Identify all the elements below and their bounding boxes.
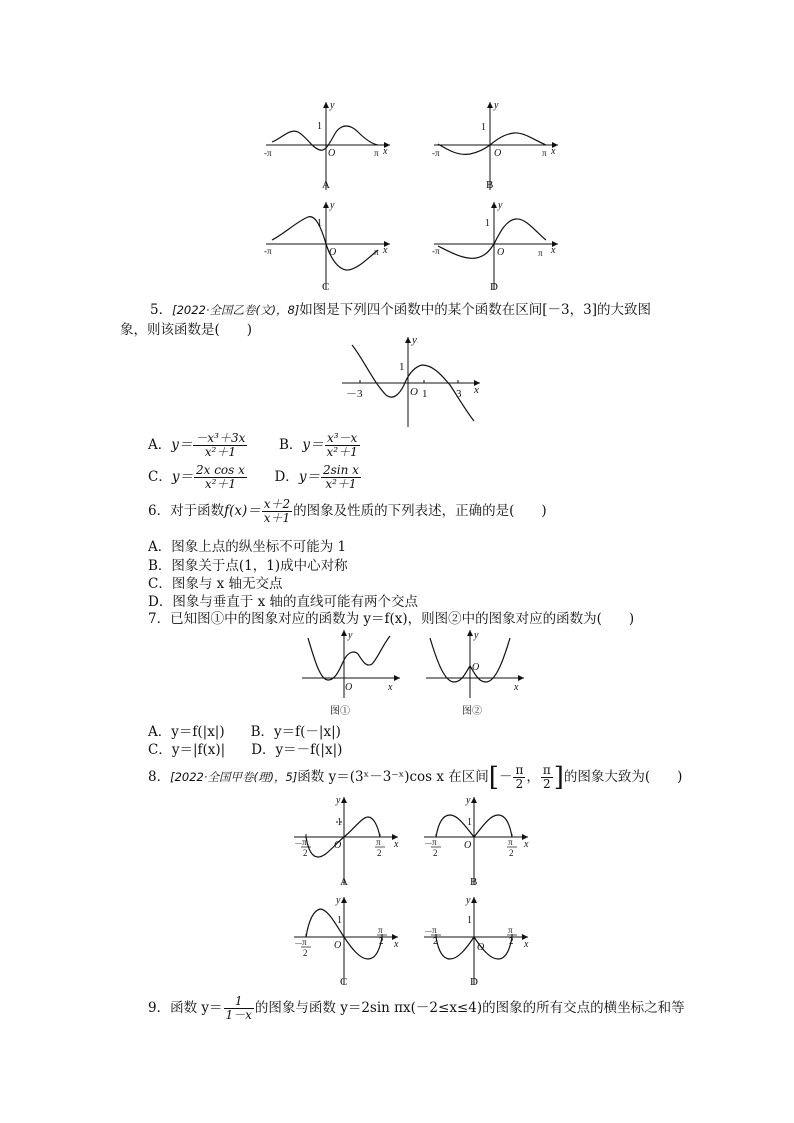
- q5-opt-d-label: D．: [274, 469, 299, 485]
- q8-c-label: C: [340, 976, 348, 988]
- q4-c-negpi: -π: [264, 246, 272, 256]
- q7-fig2-origin: O: [472, 662, 480, 673]
- q8-c-x: x: [394, 939, 399, 950]
- q6-option-b: B．图象关于点(1，1)成中心对称: [148, 558, 348, 574]
- q7-fig1-y: y: [348, 630, 353, 641]
- q8-d-two: 2: [433, 936, 438, 946]
- q8-c-y: y: [336, 895, 341, 906]
- q5-opt-a-frac: $\frac{\text{－x³＋3x}}{\text{x²＋1}}$: [195, 431, 246, 459]
- q7-fig1-origin: O: [345, 682, 353, 693]
- q8-int-sep: ，: [526, 769, 540, 785]
- q4-d-y: y: [498, 200, 503, 211]
- q8-c-two: 2: [303, 948, 308, 958]
- q8-d-origin: O: [477, 942, 485, 953]
- q6-number: 6．: [148, 503, 171, 519]
- q5-text-line2: 象，则该函数是( ): [120, 322, 253, 338]
- q5-opt-a-label: A．: [148, 437, 172, 453]
- q5-t3: 3: [456, 388, 462, 400]
- q5-t1: 1: [422, 388, 428, 400]
- q8-d-mpi: π: [432, 925, 437, 935]
- q4-graph-c: [262, 200, 392, 295]
- q4-d-origin: O: [497, 247, 505, 258]
- q8-number: 8．: [148, 769, 171, 785]
- q8-graph-b: [422, 795, 532, 890]
- q8-neg: －: [498, 769, 513, 785]
- q8-b-label: B: [470, 876, 478, 888]
- q4-a-pi: π: [374, 148, 379, 158]
- q5-opt-d-frac: $\frac{\text{2sin x}}{\text{x²＋1}}$: [322, 463, 359, 491]
- q4-c-curve: [272, 217, 378, 270]
- q5-opt-b-label: B．: [278, 437, 303, 453]
- q5-opt-b-frac: $\frac{\text{x³－x}}{\text{x²＋1}}$: [326, 431, 358, 459]
- q8-a-mpi: π: [302, 837, 307, 847]
- q8-right-bracket: ]: [553, 762, 564, 793]
- q5-options-row2: [148, 464, 362, 491]
- q6-option-d: D．图象与垂直于 x 轴的直线可能有两个交点: [148, 594, 419, 610]
- q5-opt-d-lhs: y＝: [298, 469, 320, 485]
- q8-d-x: x: [524, 939, 529, 950]
- q9-post: 的图象与函数 y＝2sin πx(－2≤x≤4)的图象的所有交点的横坐标之和等: [254, 1000, 685, 1016]
- q8-d-two2: 2: [509, 936, 514, 946]
- q8-graph-c: [292, 895, 402, 990]
- q5-number: 5．: [150, 302, 173, 318]
- q8-d-y: y: [466, 895, 471, 906]
- q4-a-label: A: [322, 179, 330, 191]
- q8-a-neg: －: [294, 839, 304, 849]
- q4-b-pi: π: [542, 148, 547, 158]
- q4-a-curve: [272, 126, 378, 150]
- q4-a-negpi: -π: [264, 148, 272, 158]
- q7-opt-a: A．y＝f(|x|): [148, 724, 225, 740]
- q4-graph-a: [262, 100, 392, 195]
- q4-d-curve: [438, 219, 546, 258]
- q4-b-one: 1: [481, 122, 486, 133]
- q7-fig2-caption: 图②: [462, 706, 482, 717]
- q8-b-origin: O: [464, 840, 472, 851]
- q4-b-negpi: -π: [432, 148, 440, 158]
- q7-text: 已知图①中的图象对应的函数为 y＝f(x)，则图②中的图象对应的函数为( ): [170, 611, 635, 627]
- q9-pre: 函数 y＝: [170, 1000, 223, 1016]
- q7-options-row2: [148, 738, 342, 758]
- q7-stem: [148, 607, 634, 627]
- q6-fx: f(x)＝: [224, 503, 261, 519]
- q5-opt-c-frac: $\frac{\text{2x cos x}}{\text{x²＋1}}$: [195, 463, 245, 491]
- q8-d-neg: －: [424, 927, 434, 937]
- q4-d-pi: π: [538, 248, 543, 258]
- q8-stem: [148, 764, 682, 791]
- q4-a-y: y: [330, 100, 335, 111]
- q8-d-mpi2: π: [508, 925, 513, 935]
- q8-graph-d: [422, 895, 532, 990]
- q4-c-pi: π: [374, 247, 379, 257]
- q4-d-one: 1: [485, 218, 490, 229]
- q4-b-x: x: [551, 146, 556, 157]
- q7-fig2: [424, 628, 529, 718]
- q5-text-line1: [150, 298, 651, 318]
- q7-fig1-curve: [308, 636, 390, 680]
- q4-d-label: D: [490, 281, 498, 293]
- q5-text-a: 如图是下列四个函数中的某个函数在区间[－3，3]的大致图: [299, 302, 651, 318]
- q8-d-label: D: [470, 976, 478, 988]
- q8-a-label: A: [340, 876, 348, 888]
- q8-a-one: 1: [337, 817, 342, 828]
- q8-c-two2: 2: [379, 936, 384, 946]
- q8-a-origin: O: [334, 840, 342, 851]
- q5-opt-c-lhs: y＝: [171, 469, 193, 485]
- q8-c-neg: －: [294, 939, 304, 949]
- q4-b-curve: [438, 133, 546, 154]
- q7-fig2-y: y: [474, 630, 479, 641]
- q8-b-two2: 2: [509, 848, 514, 858]
- q5-one: 1: [399, 361, 405, 373]
- q8-b-x: x: [524, 839, 529, 850]
- q4-c-origin: O: [329, 247, 337, 258]
- q8-a-mpi2: π: [376, 837, 381, 847]
- q8-text-b: 的图象大致为( ): [563, 769, 683, 785]
- q5-opt-b-lhs: y＝: [302, 437, 324, 453]
- q7-fig1-caption: 图①: [330, 706, 350, 717]
- q6-pre: 对于函数: [170, 503, 225, 519]
- q4-c-label: C: [322, 281, 330, 293]
- q9-number: 9．: [148, 1000, 171, 1016]
- q8-b-mpi: π: [432, 837, 437, 847]
- q8-c-mpi: π: [302, 937, 307, 947]
- q7-options-row1: [148, 720, 341, 740]
- q8-c-one: 1: [337, 915, 342, 926]
- q4-graph-d: [430, 200, 560, 295]
- q4-b-y: y: [494, 100, 499, 111]
- q8-source: [2022·全国甲卷(理)，5]: [170, 770, 298, 784]
- q8-text-a: 函数 y＝(3ˣ－3⁻ˣ)cos x 在区间: [297, 769, 489, 785]
- q8-left-bracket: [: [488, 762, 499, 793]
- q5-opt-a-lhs: y＝: [171, 437, 193, 453]
- q5-x: x: [474, 384, 479, 396]
- q4-graph-b: [430, 100, 560, 195]
- q6-stem: [148, 498, 547, 525]
- q8-d-one: 1: [467, 915, 472, 926]
- q5-source: [2022·全国乙卷(文)，8]: [172, 303, 300, 317]
- q4-b-origin: O: [494, 148, 502, 159]
- q8-c-mpi2: π: [378, 925, 383, 935]
- q5-options-row1: [148, 432, 361, 459]
- q4-b-label: B: [486, 179, 494, 191]
- q8-a-two2: 2: [377, 848, 382, 858]
- q9-frac: $\frac{1}{1-x}$: [225, 994, 252, 1022]
- q5-opt-c-label: C．: [148, 469, 172, 485]
- q8-graph-a: [292, 795, 402, 890]
- q4-a-one: 1: [317, 121, 322, 132]
- q8-a-y: y: [336, 795, 341, 806]
- q7-opt-b: B．y＝f(－|x|): [250, 724, 341, 740]
- q6-option-a: A．图象上点的纵坐标不可能为 1: [148, 539, 347, 555]
- q7-opt-d: D．y＝－f(|x|): [251, 742, 343, 758]
- q8-b-y: y: [466, 795, 471, 806]
- q9-stem: [148, 995, 685, 1022]
- q4-a-origin: O: [328, 148, 336, 159]
- q4-c-x: x: [383, 245, 388, 256]
- q7-fig1: [300, 628, 405, 718]
- q6-frac: $\frac{x+2}{x+1}$: [263, 497, 291, 525]
- q5-neg3: －3: [346, 388, 363, 400]
- q4-c-y: y: [330, 200, 335, 211]
- q5-origin: O: [410, 386, 418, 398]
- q4-a-x: x: [383, 146, 388, 157]
- q7-fig2-x: x: [514, 682, 519, 693]
- q5-y: y: [412, 334, 417, 346]
- q6-option-c: C．图象与 x 轴无交点: [148, 576, 283, 592]
- q6-post: 的图象及性质的下列表述，正确的是( ): [293, 503, 547, 519]
- q4-c-one: 1: [317, 218, 322, 229]
- q8-b-two: 2: [433, 848, 438, 858]
- q8-a-x: x: [394, 839, 399, 850]
- q4-d-x: x: [551, 245, 556, 256]
- q8-c-origin: O: [334, 940, 342, 951]
- q7-fig1-x: x: [388, 682, 393, 693]
- q8-int-frac2: $\frac{\pi}{2}$: [542, 763, 551, 791]
- q8-b-neg: －: [424, 839, 434, 849]
- q5-graph: [340, 335, 485, 430]
- q4-d-negpi: -π: [432, 246, 440, 256]
- q8-b-mpi2: π: [508, 837, 513, 847]
- q7-opt-c: C．y＝|f(x)|: [148, 742, 226, 758]
- q8-int-frac1: $\frac{\pi}{2}$: [515, 763, 524, 791]
- q8-a-two: 2: [303, 848, 308, 858]
- q7-number: 7．: [148, 611, 171, 627]
- q8-b-one: 1: [467, 817, 472, 828]
